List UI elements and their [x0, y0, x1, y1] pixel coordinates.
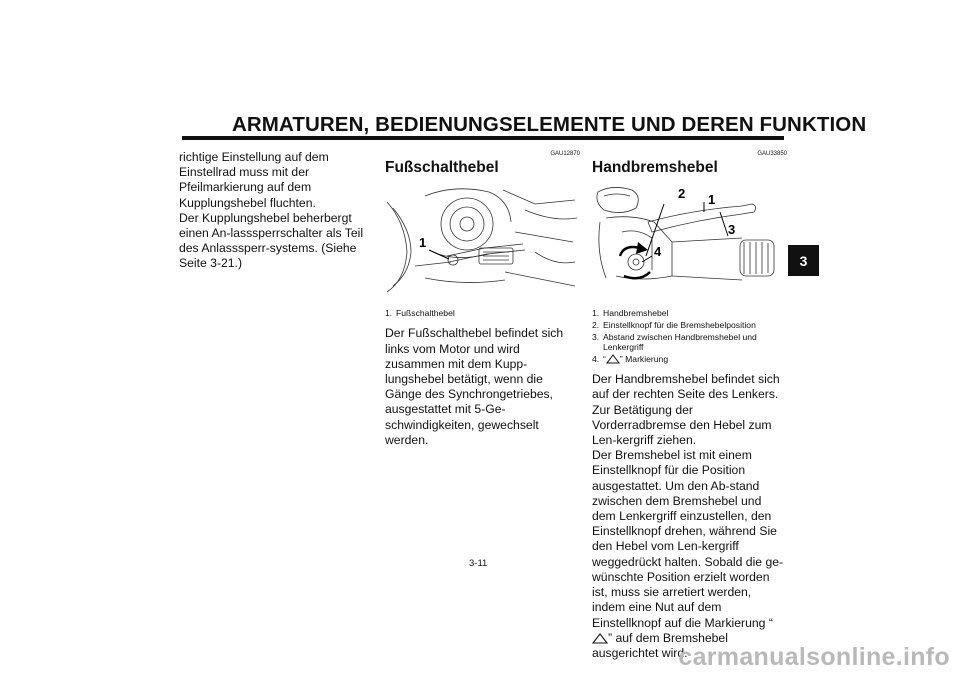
figure-callout-1: 1: [419, 235, 427, 250]
caption-num: 1.: [592, 308, 600, 319]
caption-num: 3.: [592, 331, 600, 342]
column-1: [179, 150, 371, 272]
figure-caption: [592, 308, 787, 364]
caption-item: [592, 332, 787, 352]
ref-code: GAU12870: [550, 151, 580, 157]
watermark: carmanualsonline.info: [678, 643, 950, 671]
caption-item: [592, 320, 787, 330]
gear-shift-figure: [385, 182, 580, 300]
header-rule: [182, 136, 784, 140]
figure-callout-1: 1: [708, 192, 716, 207]
section-fussschalthebel: [385, 150, 580, 448]
figure-callout-4: 4: [654, 244, 662, 259]
figure-callout-3: 3: [728, 222, 736, 237]
triangle-mark-icon: [606, 354, 620, 364]
page-header-title: ARMATUREN, BEDIENUNGSELEMENTE UND DEREN FUNKTION: [232, 113, 867, 136]
caption-num: 2.: [592, 319, 600, 330]
body-text-2: [592, 448, 787, 661]
ref-code: GAU33850: [757, 151, 787, 157]
caption-item: [385, 308, 580, 318]
figure-caption: [385, 308, 580, 318]
caption-text: Fußschalthebel: [396, 308, 455, 319]
brake-lever-figure: [592, 182, 787, 300]
col1-text: richtige Einstellung auf dem Einstellrad muss mit der Pfeilmarkierung auf dem Kupplungshebel fluchten. Der Kupplungshebel beherbergt einen An-lasssperrschalter als Teil des Anlasssperr-systems. (Siehe Seite 3-21.): [179, 150, 364, 271]
chapter-tab: 3: [788, 245, 819, 276]
caption-text: Handbremshebel: [603, 308, 669, 319]
caption-text: Einstellknopf für die Bremshebelposition: [603, 319, 756, 330]
body-text-2-start: Der Bremshebel ist mit einem Einstellknopf für die Position ausgestattet. Um den Ab-stand zwischen dem Bremshebel und dem Lenkergriff einzustellen, den Einstellknopf drehen, während Sie den Hebel vom Len-kergriff weggedrückt halten. Sobald die ge-wünschte Position erzielt worden ist, muss sie arretiert werden, indem eine Nut auf dem Einstellknopf auf die Markierung “: [592, 448, 784, 630]
caption-text: Abstand zwischen Handbremshebel und Lenkergriff: [603, 331, 757, 352]
caption-num: 1.: [385, 308, 393, 319]
body-text: Der Fußschalthebel befindet sich links vom Motor und wird zusammen mit dem Kupp-lungshebel betätigt, wenn die Gänge des Synchrongetriebes, ausgestattet mit 5-Ge-schwindigkeiten, gewechselt werden.: [385, 326, 564, 447]
caption-item: [592, 354, 787, 365]
quote-open: “: [603, 353, 606, 364]
section-handbremshebel: [592, 150, 787, 661]
body-text-2-end: ” auf dem Bremshebel ausgerichtet wird.: [592, 630, 728, 660]
triangle-mark-icon: [592, 633, 608, 644]
quote-close: ” Markierung: [619, 353, 669, 364]
caption-num: 4.: [592, 353, 600, 364]
page-number: 3-11: [469, 558, 488, 569]
section-title: Fußschalthebel: [385, 159, 499, 176]
caption-text: [603, 354, 668, 365]
body-text-1: Der Handbremshebel befindet sich auf der rechten Seite des Lenkers. Zur Betätigung der Vorderradbremse den Hebel zum Len-kergriff ziehen.: [592, 372, 780, 448]
caption-item: [592, 308, 787, 318]
figure-callout-2: 2: [678, 186, 686, 201]
section-title: Handbremshebel: [592, 159, 718, 176]
